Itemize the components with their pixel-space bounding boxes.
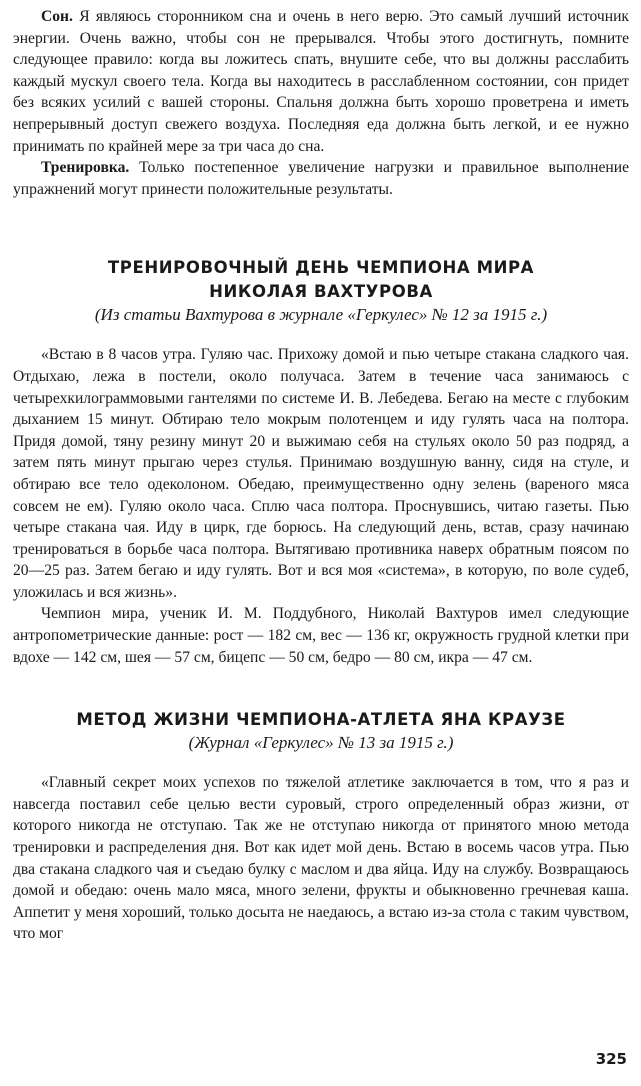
sleep-paragraph bbox=[13, 6, 629, 157]
page-number: 325 bbox=[595, 1050, 627, 1068]
article-vakhturov-heading bbox=[13, 256, 629, 304]
heading-line: НИКОЛАЯ ВАХТУРОВА bbox=[209, 282, 433, 302]
training-paragraph bbox=[13, 157, 629, 200]
article-krause-source: (Журнал «Геркулес» № 13 за 1915 г.) bbox=[188, 733, 454, 753]
sleep-lead: Сон. bbox=[41, 8, 73, 25]
training-text: Только постепенное увеличение нагрузки и правильное выполнение упражнений могут принести положительные результаты. bbox=[13, 159, 629, 198]
sleep-text: Я являюсь сторонником сна и очень в него верю. Это самый лучший источник энергии. Очень важно, чтобы сон не прерывался. Чтобы этого достигнуть, помните следующее правило: когда вы ложитесь спать, внушите себе, что вы должны расслабить каждый мускул своего тела. Когда вы находитесь в расслабленном состоянии, сон придет без всяких усилий с вашей стороны. Спальня должна быть хорошо проветрена и иметь непрерывный доступ свежего воздуха. Последняя еда должна быть легкой, и ее нужно принимать по крайней мере за три часа до сна. bbox=[13, 8, 629, 155]
training-lead: Тренировка. bbox=[41, 159, 130, 177]
article-vakhturov-source: (Из статьи Вахтурова в журнале «Геркулес» № 12 за 1915 г.) bbox=[94, 305, 548, 325]
book-page bbox=[13, 6, 629, 945]
article-krause-paragraph: «Главный секрет моих успехов по тяжелой атлетике заключается в том, что я раз и навсегда поставил себе целью вести суровый, строго определенный образ жизни, от которого никогда не отступаю. Так же не отступаю никогда от принятого мною метода тренировки и распределения дня. Вот как идет мой день. Встаю в восемь часов утра. Пью два стакана сладкого чая и съедаю булку с маслом и два яйца. Иду на службу. Возвращаюсь домой и обедаю: очень мало мяса, много зелени, фрукты и обыкновенно гречневая каша. Аппетит у меня хороший, только досыта не наедаюсь, а встаю из-за стола с таким чувством, что мог bbox=[13, 774, 629, 943]
article-krause-heading: МЕТОД ЖИЗНИ ЧЕМПИОНА-АТЛЕТА ЯНА КРАУЗЕ bbox=[76, 710, 566, 730]
article-vakhturov-paragraph: Чемпион мира, ученик И. М. Поддубного, Николай Вахтуров имел следующие антропометрические данные: рост — 182 см, вес — 136 кг, окружность грудной клетки при вдохе — 142 см, шея — 57 см, бицепс — 50 см, бедро — 80 см, икра — 47 см. bbox=[13, 605, 629, 666]
heading-line: ТРЕНИРОВОЧНЫЙ ДЕНЬ ЧЕМПИОНА МИРА bbox=[107, 258, 535, 278]
article-vakhturov-paragraph: «Встаю в 8 часов утра. Гуляю час. Прихожу домой и пью четыре стакана сладкого чая. Отдыхаю, лежа в постели, около получаса. Затем в течение часа занимаюсь с четырехкилограммовыми гантелями по системе И. В. Лебедева. Бегаю на месте с глубоким дыханием 15 минут. Обтираю тело мокрым полотенцем и иду гулять часа на полтора. Придя домой, тяну резину минут 20 и выжимаю себя на стульях около 50 раз подряд, а затем пять минут прыгаю через стулья. Принимаю воздушную ванну, сидя на стуле, и обтираю все тело одеколоном. Обедаю, преимущественно одну зелень (вареного мяса совсем не ем). Гуляю около часа. Сплю часа полтора. Проснувшись, читаю газеты. Пью четыре стакана чая. Иду в цирк, где борюсь. На следующий день, встав, сразу начинаю тренироваться в борьбе часа полтора. Вытягиваю противника наверх обратным поясом по 20—25 раз. Затем бегаю и иду гулять. Вот и вся моя «система», в которую, по воле судеб, уложилась и вся жизнь». bbox=[13, 346, 629, 601]
